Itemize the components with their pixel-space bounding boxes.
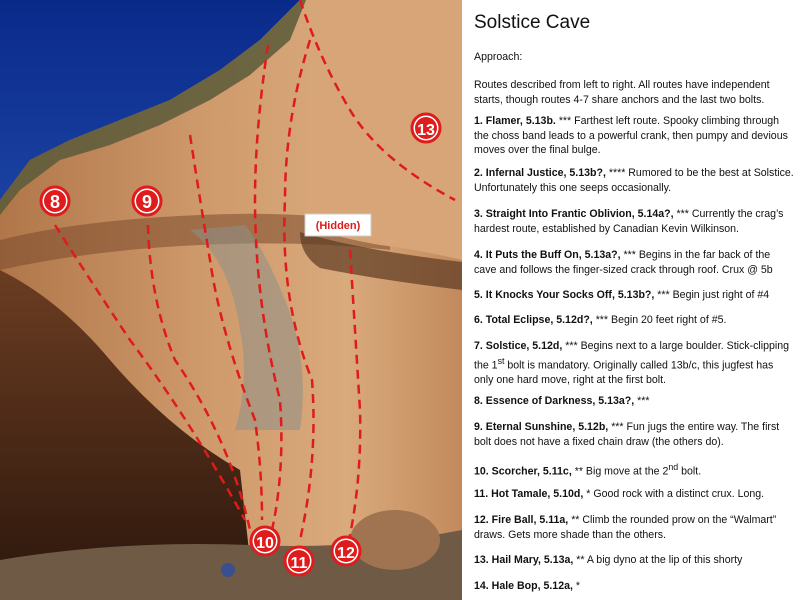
route-marker-9 bbox=[133, 187, 161, 215]
route-description: *** bbox=[637, 395, 650, 407]
marker-label-9: 9 bbox=[141, 192, 153, 212]
route-name: 10. Scorcher, 5.11c, bbox=[474, 465, 572, 478]
marker-label-13: 13 bbox=[417, 122, 435, 139]
route-name: 9. Eternal Sunshine, 5.12b, bbox=[474, 421, 609, 433]
hidden-route-label: (Hidden) bbox=[315, 220, 361, 232]
route-description: *** Currently the crag’s hardest route, established by Canadian Kevin Wilkinson. bbox=[474, 208, 784, 235]
route-entry-11 bbox=[474, 487, 794, 502]
route-entry-12 bbox=[474, 513, 794, 542]
boulder bbox=[350, 510, 440, 570]
ordinal-suffix: st bbox=[497, 355, 505, 366]
ordinal-suffix: nd bbox=[668, 462, 679, 472]
route-marker-10 bbox=[251, 527, 279, 555]
route-entry-13 bbox=[474, 553, 794, 568]
route-name: 13. Hail Mary, 5.13a, bbox=[474, 554, 574, 566]
route-description: *** Begin just right of #4 bbox=[657, 289, 770, 301]
route-description: *** Begins next to a large boulder. Stick-clipping the 1 bbox=[474, 340, 790, 372]
route-name: 4. It Puts the Buff On, 5.13a?, bbox=[474, 249, 621, 261]
marker-label-10: 10 bbox=[256, 535, 274, 552]
route-name: 8. Essence of Darkness, 5.13a?, bbox=[474, 395, 635, 407]
route-description: ** Big move at the 2 bbox=[574, 465, 669, 478]
route-name: 3. Straight Into Frantic Oblivion, 5.14a?, bbox=[474, 208, 674, 220]
approach-label: Approach: bbox=[474, 51, 523, 63]
route-name: 11. Hot Tamale, 5.10d, bbox=[474, 488, 584, 500]
route-name: 14. Hale Bop, 5.12a, bbox=[474, 580, 573, 592]
route-entry-9 bbox=[474, 420, 794, 449]
route-entry-6 bbox=[474, 313, 794, 328]
guide-title: Solstice Cave bbox=[474, 12, 591, 33]
route-description: *** Fun jugs the entire way. The first bolt does not have a fixed chain draw (the others do). bbox=[474, 421, 780, 448]
route-description: * Good rock with a distinct crux. Long. bbox=[586, 488, 765, 500]
route-name: 5. It Knocks Your Socks Off, 5.13b?, bbox=[474, 289, 655, 301]
route-entry-3 bbox=[474, 207, 794, 236]
route-description: bolt. bbox=[678, 465, 702, 478]
route-description: *** Begins in the far back of the cave and follows the finger-sized crack through roof. Crux @ 5b bbox=[474, 249, 773, 276]
route-marker-8 bbox=[41, 187, 69, 215]
route-description: ** A big dyno at the lip of this shorty bbox=[576, 554, 743, 566]
route-entry-7 bbox=[474, 339, 794, 387]
route-description: *** Farthest left route. Spooky climbing through the choss band leads to a powerful crank, then pumpy and devious moves over the final bulge. bbox=[474, 115, 788, 156]
route-entry-8 bbox=[474, 394, 794, 409]
route-description: **** Rumored to be the best at Solstice. Unfortunately this one seeps occasionally. bbox=[474, 167, 794, 194]
route-description: *** Begin 20 feet right of #5. bbox=[595, 314, 727, 326]
route-guide bbox=[474, 0, 796, 600]
route-description: bolt is mandatory. Originally called 13b/c, this jugfest has only one hard move, right at the first bolt. bbox=[474, 359, 774, 386]
route-name: 2. Infernal Justice, 5.13b?, bbox=[474, 167, 606, 179]
route-name: 12. Fire Ball, 5.11a, bbox=[474, 514, 569, 526]
hidden-route-tag bbox=[305, 214, 371, 236]
route-entry-14 bbox=[474, 579, 794, 594]
intro-text: Routes described from left to right. All routes have independent starts, though routes 4-7 share anchors and the last two bolts. bbox=[474, 79, 770, 106]
climber bbox=[221, 563, 235, 577]
route-entry-2 bbox=[474, 166, 794, 195]
route-description: ** Climb the rounded prow on the “Walmart” draws. Gets more shade than the others. bbox=[474, 514, 777, 541]
marker-label-11: 11 bbox=[290, 555, 308, 572]
route-name: 7. Solstice, 5.12d, bbox=[474, 340, 563, 352]
route-marker-13 bbox=[412, 114, 440, 142]
route-entry-4 bbox=[474, 248, 794, 277]
route-entry-1 bbox=[474, 114, 794, 158]
route-entry-10 bbox=[474, 460, 794, 479]
marker-label-12: 12 bbox=[337, 545, 355, 562]
route-name: 1. Flamer, 5.13b. bbox=[474, 115, 556, 127]
route-entry-5 bbox=[474, 288, 794, 303]
marker-label-8: 8 bbox=[49, 192, 61, 212]
route-marker-11 bbox=[285, 547, 313, 575]
route-marker-12 bbox=[332, 537, 360, 565]
route-description: * bbox=[575, 580, 581, 592]
route-name: 6. Total Eclipse, 5.12d?, bbox=[474, 314, 593, 326]
